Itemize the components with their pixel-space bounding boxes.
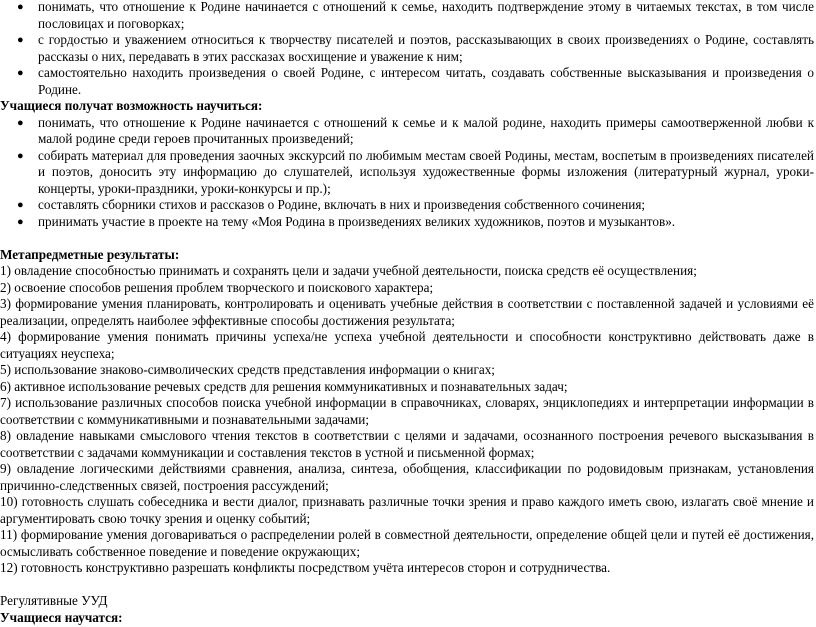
bullet-icon: ●: [17, 149, 24, 162]
list-item: ● понимать, что отношение к Родине начинается с отношений к семье, находить подтверждение этому в читаемых текстах, в том числе пословицах и поговорках;: [17, 0, 814, 31]
list-item: 7) использование различных способов поиска учебной информации в справочниках, словарях, энциклопедиях и интерпретации информации в соответствии с коммуникативными и познавательными задачами;: [0, 395, 814, 427]
bullet-list-1: [0, 0, 814, 98]
list-item: ● собирать материал для проведения заочных экскурсий по любимым местам своей Родины, местам, воспетым в произведениях писателей и поэтов, доносить эту информацию до слушателей, используя художественные формы изложения (литературный журнал, уроки-концерты, уроки-праздники, уроки-конкурсы и пр.);: [17, 147, 814, 196]
list-item: ● принимать участие в проекте на тему «Моя Родина в произведениях великих художников, поэтов и музыкантов».: [17, 213, 676, 229]
list-item: 5) использование знаково-символических средств представления информации о книгах;: [0, 362, 495, 377]
section-heading: Учащиеся получат возможность научиться:: [0, 98, 263, 113]
bullet-icon: ●: [17, 67, 24, 79]
list-item: 11) формирование умения договариваться о распределении ролей в совместной деятельности, определение общей цели и путей её достижения, осмысливать собственное поведение и поведение окружающих;: [0, 527, 814, 559]
list-item: ● самостоятельно находить произведения о своей Родине, с интересом читать, создавать собственные высказывания и произведения о Родине.: [17, 65, 814, 97]
list-item: 8) овладение навыками смыслового чтения текстов в соответствии с целями и задачами, осознанного построения речевого высказывания в соответствии с задачами коммуникации и составления текстов в устной и письменной формах;: [0, 428, 814, 460]
bullet-icon: ●: [17, 1, 24, 13]
bullet-list-2: [0, 115, 814, 231]
list-item: ● понимать, что отношение к Родине начинается с отношений к семье и к малой родине, находить примеры самоотверженной любви к малой родине среди героев прочитанных произведений;: [17, 114, 814, 146]
section-heading: Метапредметные результаты:: [0, 246, 180, 262]
list-item: 3) формирование умения планировать, контролировать и оценивать учебные действия в соответствии с поставленной задачей и условиями её реализации, определять наиболее эффективные способы достижения результата;: [0, 296, 814, 328]
section-title: Регулятивные УУД: [0, 593, 108, 608]
bullet-icon: ●: [17, 116, 24, 129]
numbered-list: [0, 263, 814, 577]
list-item: 10) готовность слушать собеседника и вести диалог, признавать различные точки зрения и право каждого иметь свою, излагать своё мнение и аргументировать свою точку зрения и оценку событий;: [0, 494, 814, 526]
bullet-icon: ●: [17, 199, 24, 211]
list-item: 6) активное использование речевых средств для решения коммуникативных и познавательных задач;: [0, 378, 568, 394]
list-item: 4) формирование умения понимать причины успеха/не успеха учебной деятельности и способности конструктивно действовать даже в ситуациях неуспеха;: [0, 329, 814, 361]
spacer: [0, 577, 814, 594]
bullet-icon: ●: [17, 215, 24, 228]
list-item: 12) готовность конструктивно разрешать конфликты посредством учёта интересов сторон и сотрудничества.: [0, 560, 611, 575]
list-item: 9) овладение логическими действиями сравнения, анализа, синтеза, обобщения, классификации по родовидовым признакам, установления причинно-следственных связей, построения рассуждений;: [0, 461, 814, 493]
list-item: 2) освоение способов решения проблем творческого и поискового характера;: [0, 279, 434, 295]
list-item: ● составлять сборники стихов и рассказов о Родине, включать в них и произведения собственного сочинения;: [17, 197, 646, 212]
bullet-icon: ●: [17, 34, 24, 46]
section-heading: Учащиеся научатся:: [0, 609, 123, 625]
spacer: [0, 230, 814, 247]
list-item: ● с гордостью и уважением относиться к творчеству писателей и поэтов, рассказывающих в своих произведениях о Родине, составлять рассказы о них, передавать в этих рассказах восхищение и уважение к ним;: [17, 32, 814, 64]
list-item: 1) овладение способностью принимать и сохранять цели и задачи учебной деятельности, поиска средств её осуществления;: [0, 263, 697, 278]
